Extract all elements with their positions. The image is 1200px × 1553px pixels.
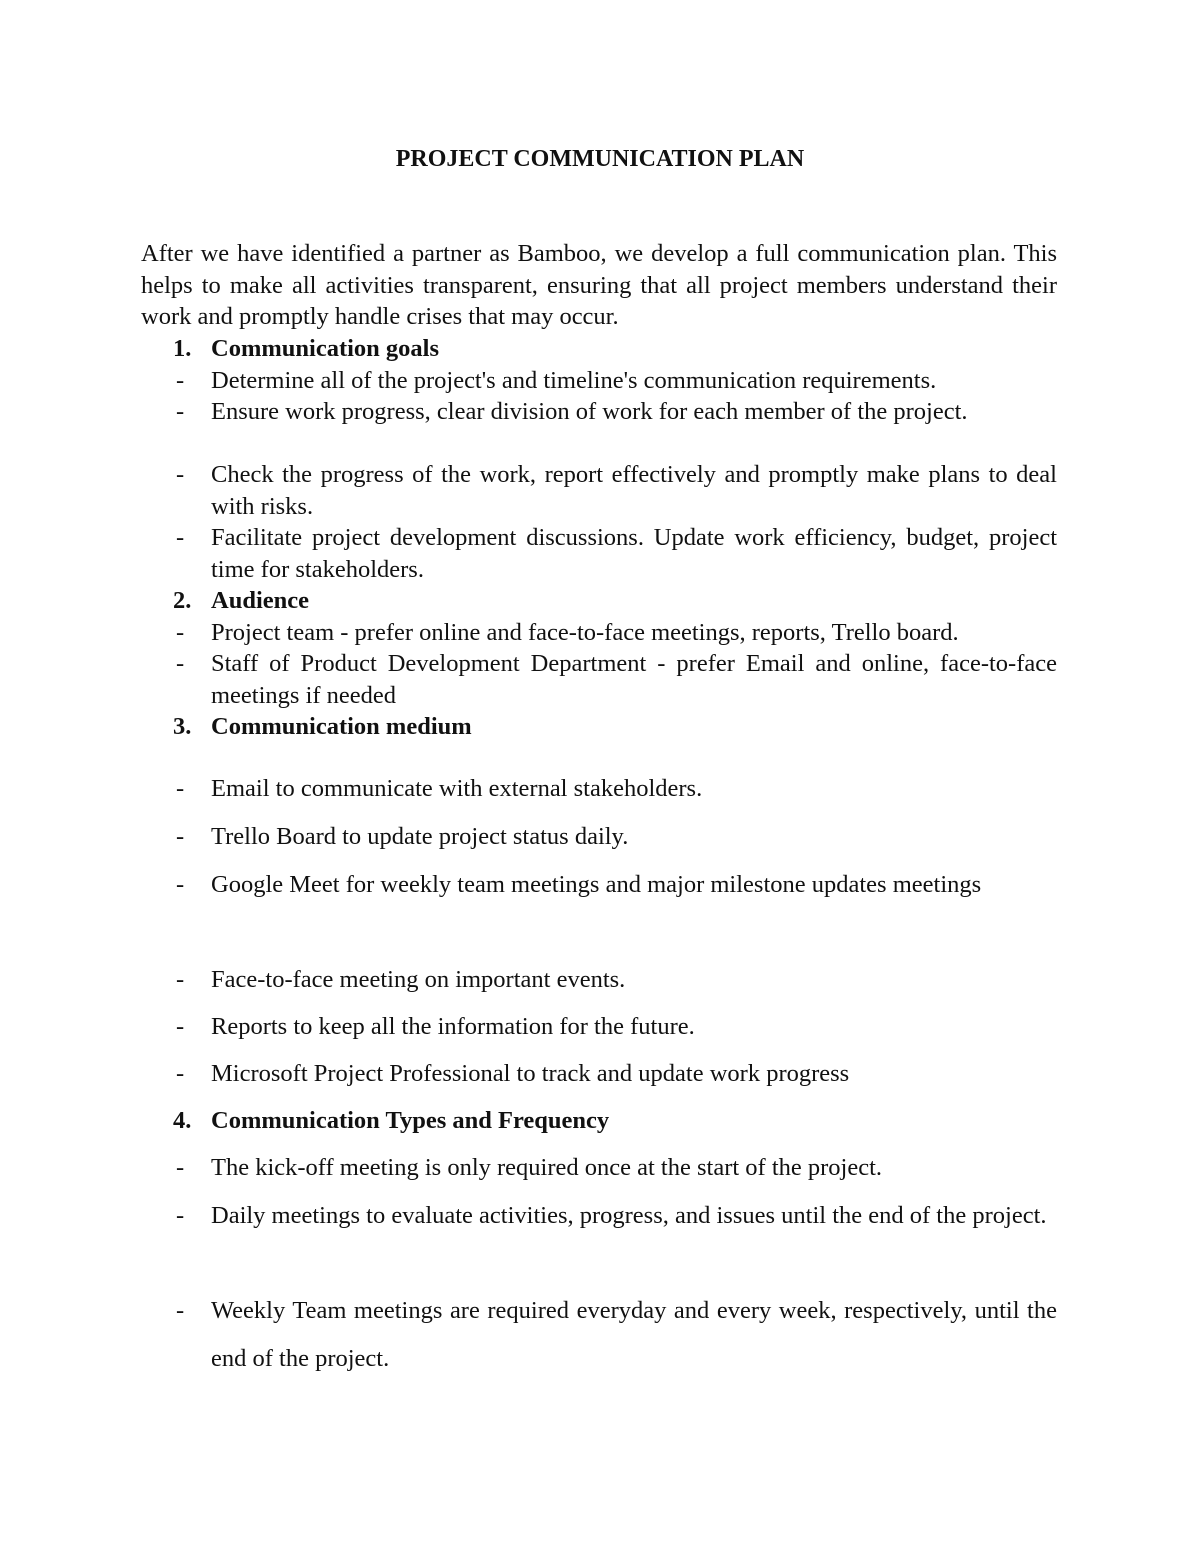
bullet-dash: - [176,966,185,993]
list-item-text: Reports to keep all the information for the future. [211,1013,695,1040]
list-item-text: Staff of Product Development Department - prefer Email and online, face-to-face meetings if needed [211,650,1057,709]
list-item-text: Ensure work progress, clear division of work for each member of the project. [211,398,968,425]
list-item-text: Weekly Team meetings are required everyday and every week, respectively, until the end of the project. [211,1297,1057,1372]
section-number: 1. [173,335,192,362]
bullet-dash: - [176,650,185,677]
bullet-dash: - [176,823,185,850]
list-item-text: The kick-off meeting is only required once at the start of the project. [211,1154,883,1181]
intro-paragraph: After we have identified a partner as Bamboo, we develop a full communication plan. This helps to make all activities transparent, ensuring that all project members understand their work and promptly handle crises that may occur. [141,240,1057,330]
bullet-dash: - [176,461,185,488]
bullet-dash: - [176,1060,185,1087]
list-item-text: Check the progress of the work, report effectively and promptly make plans to deal with risks. [211,461,1057,520]
list-item-text: Facilitate project development discussions. Update work efficiency, budget, project time for stakeholders. [211,524,1057,583]
bullet-dash: - [176,1297,185,1324]
list-item-text: Microsoft Project Professional to track and update work progress [211,1060,850,1087]
bullet-dash: - [176,398,185,425]
section-heading-text: Communication Types and Frequency [211,1107,610,1134]
section-heading-text: Audience [211,587,309,614]
bullet-dash: - [176,524,185,551]
bullet-dash: - [176,871,185,898]
list-item-text: Google Meet for weekly team meetings and major milestone updates meetings [211,871,982,898]
section-heading-text: Communication medium [211,713,472,740]
page-title: PROJECT COMMUNICATION PLAN [395,146,805,172]
bullet-dash: - [176,367,185,394]
list-item-text: Email to communicate with external stakeholders. [211,775,703,802]
list-item-text: Face-to-face meeting on important events. [211,966,626,993]
bullet-dash: - [176,1202,185,1229]
list-item-text: Determine all of the project's and timeline's communication requirements. [211,367,937,394]
section-number: 3. [173,713,192,740]
section-number: 2. [173,587,192,614]
bullet-dash: - [176,1154,185,1181]
bullet-dash: - [176,619,185,646]
list-item-text: Daily meetings to evaluate activities, progress, and issues until the end of the project. [211,1202,1047,1229]
list-item-text: Project team - prefer online and face-to-face meetings, reports, Trello board. [211,619,959,646]
bullet-dash: - [176,775,185,802]
section-heading-text: Communication goals [211,335,440,362]
bullet-dash: - [176,1013,185,1040]
list-item-text: Trello Board to update project status daily. [211,823,629,850]
section-number: 4. [173,1107,192,1134]
